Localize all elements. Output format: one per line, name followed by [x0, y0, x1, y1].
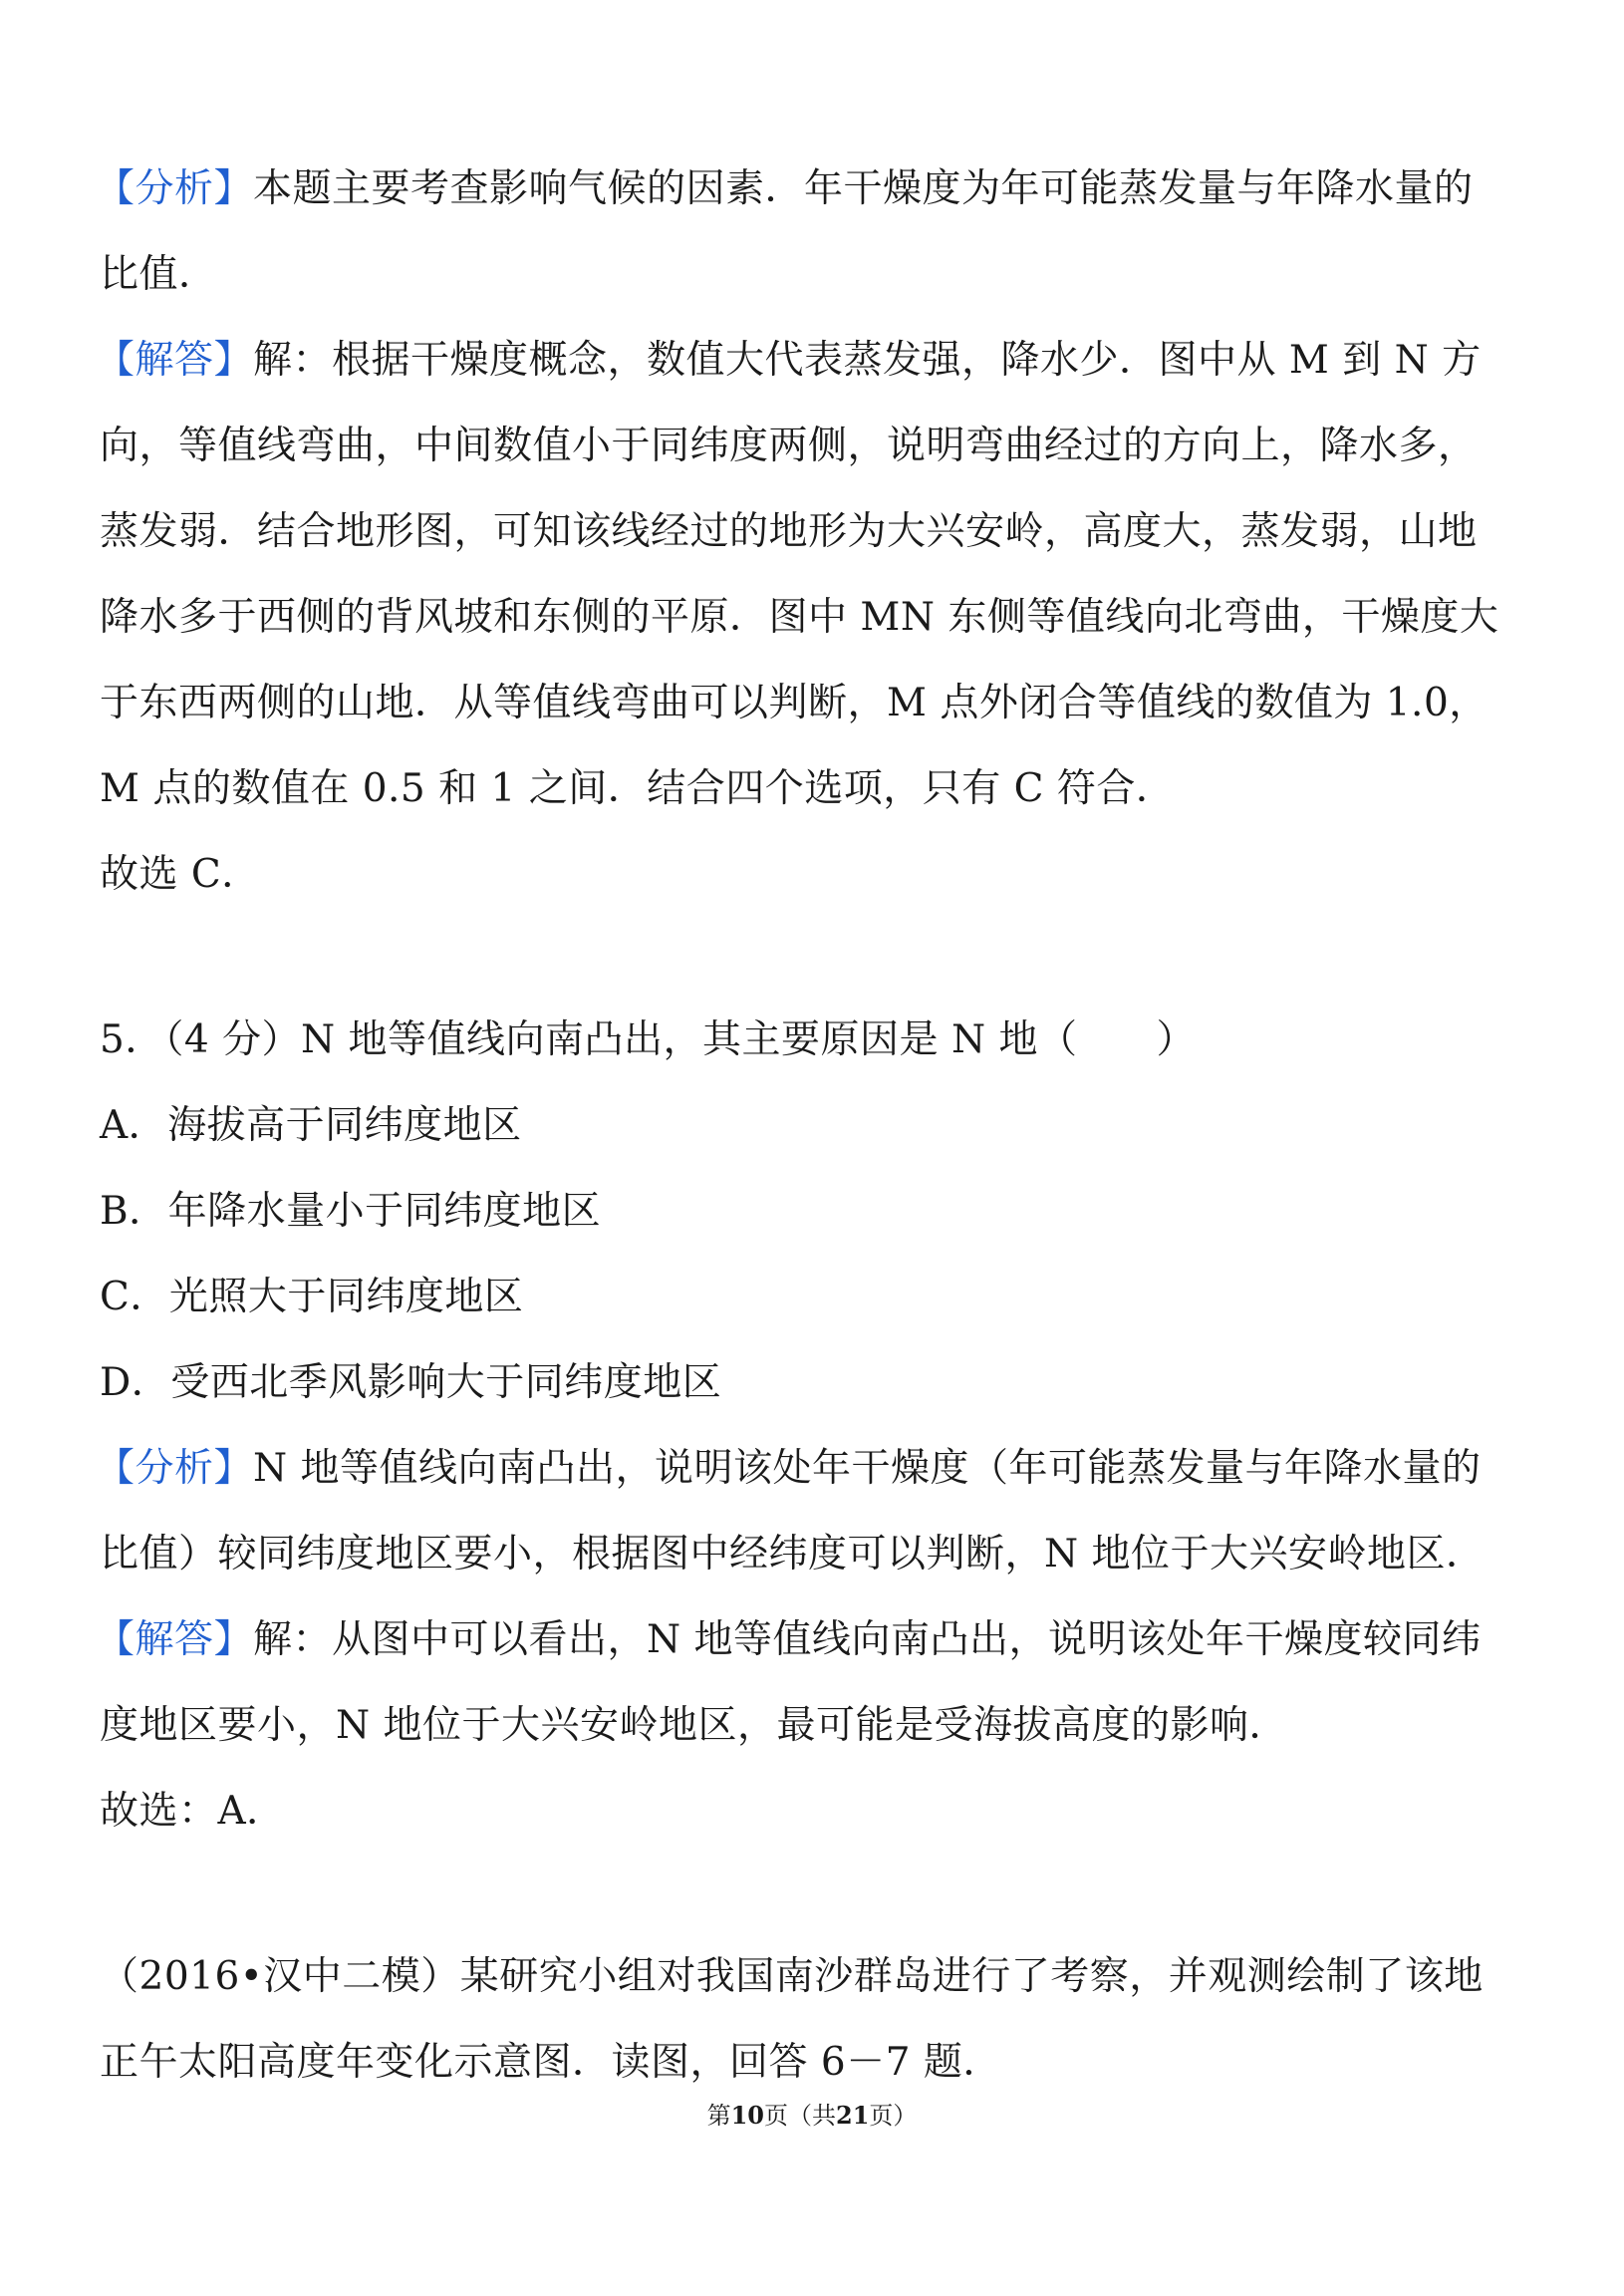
answer-tag: 【解答】 — [96, 1617, 254, 1662]
q4-answer-text-1: 解：根据干燥度概念，数值大代表蒸发强，降水少．图中从 M 到 N 方 — [253, 338, 1482, 383]
q5-option-c-text: C．光照大于同纬度地区 — [100, 1275, 524, 1319]
footer-total-pages: 21 — [836, 2101, 870, 2130]
q5-option-d-text: D．受西北季风影响大于同纬度地区 — [100, 1360, 722, 1405]
q4-answer-text-4: 降水多于西侧的背风坡和东侧的平原．图中 MN 东侧等值线向北弯曲，干燥度大 — [100, 595, 1499, 640]
answer-tag: 【解答】 — [96, 338, 254, 383]
q4-answer-line-4 — [100, 590, 1498, 646]
q4-choice — [100, 847, 261, 903]
q4-answer-line-3 — [100, 504, 1478, 560]
intro-line-1 — [100, 1949, 1484, 2005]
intro-text-1: （2016•汉中二模）某研究小组对我国南沙群岛进行了考察，并观测绘制了该地 — [100, 1954, 1484, 1999]
q5-option-b-text: B．年降水量小于同纬度地区 — [100, 1189, 602, 1234]
q4-analysis-line-2 — [100, 247, 218, 303]
intro-text-2: 正午太阳高度年变化示意图．读图，回答 6－7 题． — [100, 2040, 1002, 2085]
footer-middle: 页（共 — [764, 2102, 836, 2130]
q5-analysis-line-1 — [96, 1441, 1482, 1497]
q5-option-a — [100, 1098, 522, 1154]
q4-answer-line-5 — [100, 676, 1489, 731]
intro-line-2 — [100, 2035, 1002, 2091]
q5-analysis-text-2: 比值）较同纬度地区要小，根据图中经纬度可以判断，N 地位于大兴安岭地区． — [100, 1532, 1486, 1577]
q4-answer-text-6: M 点的数值在 0.5 和 1 之间．结合四个选项，只有 C 符合． — [100, 766, 1176, 811]
footer-page-number: 10 — [730, 2101, 764, 2130]
page-footer — [0, 2101, 1624, 2131]
q5-option-d — [100, 1355, 721, 1411]
footer-suffix: 页） — [869, 2102, 918, 2130]
q5-answer-line-1 — [96, 1612, 1482, 1668]
q4-analysis-text-2: 比值． — [100, 252, 218, 297]
q5-stem-text: 5．（4 分）N 地等值线向南凸出，其主要原因是 N 地（ ） — [100, 1017, 1196, 1062]
analysis-tag: 【分析】 — [96, 1446, 254, 1491]
q5-answer-text-1: 解：从图中可以看出，N 地等值线向南凸出，说明该处年干燥度较同纬 — [253, 1617, 1482, 1662]
q5-option-a-text: A．海拔高于同纬度地区 — [100, 1103, 522, 1148]
q5-option-c — [100, 1270, 523, 1325]
footer-prefix: 第 — [706, 2102, 731, 2130]
q4-answer-line-2 — [100, 419, 1478, 474]
q4-answer-line-1 — [96, 333, 1482, 389]
q4-answer-text-2: 向，等值线弯曲，中间数值小于同纬度两侧，说明弯曲经过的方向上，降水多， — [100, 424, 1478, 468]
q4-answer-text-5: 于东西两侧的山地．从等值线弯曲可以判断，M 点外闭合等值线的数值为 1.0， — [100, 681, 1489, 725]
q5-choice-text: 故选：A． — [100, 1789, 286, 1834]
analysis-tag: 【分析】 — [96, 166, 254, 211]
q5-option-b — [100, 1184, 601, 1240]
q5-answer-text-2: 度地区要小，N 地位于大兴安岭地区，最可能是受海拔高度的影响． — [100, 1703, 1289, 1748]
q5-analysis-text-1: N 地等值线向南凸出，说明该处年干燥度（年可能蒸发量与年降水量的 — [253, 1446, 1482, 1491]
q4-answer-text-3: 蒸发弱．结合地形图，可知该线经过的地形为大兴安岭，高度大，蒸发弱，山地 — [100, 509, 1478, 554]
q4-analysis-text-1: 本题主要考查影响气候的因素．年干燥度为年可能蒸发量与年降水量的 — [253, 166, 1474, 211]
q5-analysis-line-2 — [100, 1527, 1486, 1582]
q5-choice — [100, 1784, 286, 1840]
q4-answer-line-6 — [100, 761, 1175, 817]
q5-stem — [100, 1012, 1196, 1068]
q4-choice-text: 故选 C． — [100, 852, 261, 897]
q5-answer-line-2 — [100, 1698, 1288, 1754]
q4-analysis-line-1 — [96, 161, 1474, 217]
